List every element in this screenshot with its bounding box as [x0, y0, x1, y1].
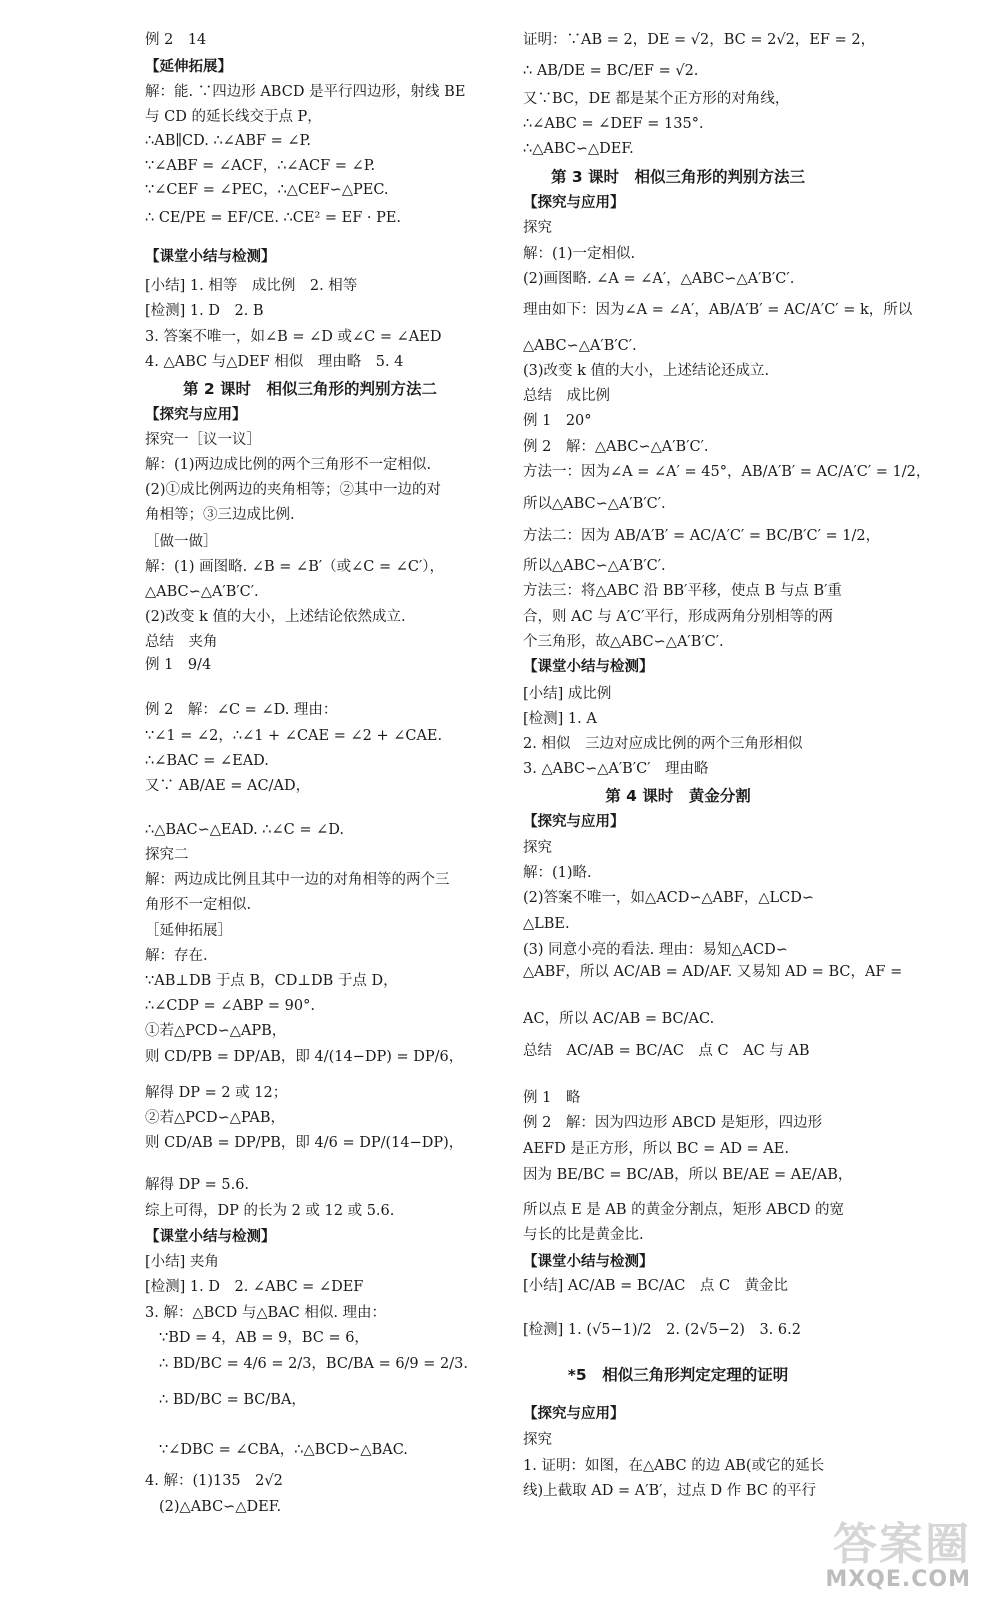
left-text-line: 【课堂小结与检测】 [145, 1228, 276, 1245]
left-text-line: ∴∠BAC = ∠EAD. [145, 753, 269, 769]
right-text-line: 理由如下：因为∠A = ∠A′，AB/A′B′ = AC/A′C′ = k，所以 [523, 302, 913, 318]
watermark-site: MXQE.COM [825, 1567, 971, 1592]
left-text-line: 解：能. ∵四边形 ABCD 是平行四边形，射线 BE [145, 84, 466, 100]
left-text-line: [小结] 夹角 [145, 1254, 219, 1270]
right-text-line: 与长的比是黄金比. [523, 1227, 644, 1243]
left-text-line: 解：两边成比例且其中一边的对角相等的两个三 [145, 872, 450, 888]
left-text-line: ②若△PCD∽△PAB， [145, 1110, 285, 1126]
right-text-line: 【课堂小结与检测】 [523, 658, 654, 675]
right-text-line: ∴ AB/DE = BC/EF = √2. [523, 63, 699, 79]
left-text-line: ∵∠CEF = ∠PEC，∴△CEF∽△PEC. [145, 182, 389, 198]
right-text-line: 解：(1)略. [523, 865, 592, 881]
right-text-line: *5 相似三角形判定定理的证明 [567, 1366, 789, 1384]
left-text-line: ［做一做］ [145, 534, 218, 550]
left-text-line: [检测] 1. D 2. B [145, 303, 264, 319]
left-text-line: 例 2 14 [145, 32, 207, 48]
right-text-line: (3)改变 k 值的大小，上述结论还成立. [523, 363, 770, 379]
left-text-line: ∵∠ABF = ∠ACF，∴∠ACF = ∠P. [145, 158, 376, 174]
left-text-line: 综上可得，DP 的长为 2 或 12 或 5.6. [145, 1203, 395, 1219]
right-text-line: 因为 BE/BC = BC/AB，所以 BE/AE = AE/AB， [523, 1167, 853, 1183]
right-text-line: 第 3 课时 相似三角形的判别方法三 [550, 168, 806, 186]
right-text-line: 总结 成比例 [523, 388, 610, 404]
watermark [825, 1519, 971, 1592]
left-text-line: 4. 解：(1)135 2√2 [145, 1473, 283, 1489]
right-text-line: 第 4 课时 黄金分割 [605, 787, 751, 805]
left-text-line: 则 CD/AB = DP/PB，即 4/6 = DP/(14−DP)， [145, 1135, 464, 1151]
left-text-line: 4. △ABC 与△DEF 相似 理由略 5. 4 [145, 354, 404, 370]
right-text-line: [检测] 1. A [523, 711, 597, 727]
left-text-line: ∴ BD/BC = 4/6 = 2/3，BC/BA = 6/9 = 2/3. [159, 1356, 468, 1372]
left-text-line: 解：存在. [145, 948, 208, 964]
left-text-line: 探究一［议一议］ [145, 432, 261, 448]
right-text-line: 探究 [523, 220, 552, 236]
right-text-line: [小结] 成比例 [523, 686, 612, 702]
right-text-line: 方法三：将△ABC 沿 BB′平移，使点 B 与点 B′重 [523, 583, 842, 599]
right-text-line: (2)画图略. ∠A = ∠A′，△ABC∽△A′B′C′. [523, 271, 795, 287]
left-text-line: 解：(1) 画图略. ∠B = ∠B′（或∠C = ∠C′）， [145, 559, 445, 575]
right-text-line: 个三角形，故△ABC∽△A′B′C′. [523, 634, 724, 650]
left-text-line: 探究二 [145, 847, 189, 863]
right-text-line: 例 2 解：因为四边形 ABCD 是矩形，四边形 [523, 1115, 823, 1131]
left-text-line: [检测] 1. D 2. ∠ABC = ∠DEF [145, 1279, 364, 1295]
left-text-line: ∴∠CDP = ∠ABP = 90°. [145, 998, 315, 1014]
right-text-line: 【探究与应用】 [523, 194, 625, 211]
right-text-line: 所以点 E 是 AB 的黄金分割点，矩形 ABCD 的宽 [523, 1202, 844, 1218]
right-text-line: 探究 [523, 1432, 552, 1448]
right-text-line: [小结] AC/AB = BC/AC 点 C 黄金比 [523, 1278, 789, 1294]
left-text-line: 【探究与应用】 [145, 406, 247, 423]
left-text-line: ∵∠DBC = ∠CBA，∴△BCD∽△BAC. [159, 1442, 408, 1458]
left-text-line: 角形不一定相似. [145, 897, 252, 913]
right-text-line: △ABC∽△A′B′C′. [523, 338, 637, 354]
right-text-line: AEFD 是正方形，所以 BC = AD = AE. [523, 1141, 789, 1157]
left-text-line: 与 CD 的延长线交于点 P， [145, 109, 322, 125]
right-text-line: 线)上截取 AD = A′B′，过点 D 作 BC 的平行 [523, 1483, 817, 1499]
right-text-line: 证明：∵AB = 2，DE = √2，BC = 2√2，EF = 2， [523, 32, 876, 48]
left-text-line: 【延伸拓展】 [145, 58, 232, 75]
left-text-line: ∴ BD/BC = BC/BA， [159, 1392, 306, 1408]
right-text-line: 例 1 20° [523, 413, 592, 429]
right-text-line: 方法一：因为∠A = ∠A′ = 45°，AB/A′B′ = AC/A′C′ = 1/2， [523, 464, 931, 480]
left-text-line: 解：(1)两边成比例的两个三角形不一定相似. [145, 457, 432, 473]
right-text-line: △ABF，所以 AC/AB = AD/AF. 又易知 AD = BC，AF = [523, 964, 903, 980]
watermark-logo: 答案圈 [833, 1519, 971, 1570]
right-text-line: 解：(1)一定相似. [523, 246, 636, 262]
right-text-line: 又∵BC，DE 都是某个正方形的对角线， [523, 91, 790, 107]
left-text-line: 第 2 课时 相似三角形的判别方法二 [182, 380, 438, 398]
left-text-line: 例 1 9/4 [145, 657, 212, 673]
left-text-line: ∴AB∥CD. ∴∠ABF = ∠P. [145, 133, 311, 149]
right-text-line: 合，则 AC 与 A′C′平行，形成两角分别相等的两 [523, 609, 834, 625]
left-text-line: ∴△BAC∽△EAD. ∴∠C = ∠D. [145, 822, 344, 838]
right-text-line: 总结 AC/AB = BC/AC 点 C AC 与 AB [523, 1043, 810, 1059]
left-text-line: 总结 夹角 [145, 634, 218, 650]
left-text-line: 3. 答案不唯一，如∠B = ∠D 或∠C = ∠AED [145, 329, 442, 345]
right-text-line: (2)答案不唯一，如△ACD∽△ABF，△LCD∽ [523, 890, 815, 906]
right-text-line: 探究 [523, 840, 552, 856]
right-text-line: 例 2 解：△ABC∽△A′B′C′. [523, 439, 709, 455]
left-text-line: (2)△ABC∽△DEF. [159, 1499, 282, 1515]
left-text-line: 则 CD/PB = DP/AB，即 4/(14−DP) = DP/6， [145, 1049, 464, 1065]
right-text-line: 3. △ABC∽△A′B′C′ 理由略 [523, 761, 709, 777]
left-text-line: ［延伸拓展］ [145, 923, 232, 939]
left-text-line: (2)①成比例两边的夹角相等；②其中一边的对 [145, 482, 442, 498]
left-text-line: (2)改变 k 值的大小，上述结论依然成立. [145, 609, 406, 625]
left-text-line: △ABC∽△A′B′C′. [145, 584, 259, 600]
left-text-line: 解得 DP = 5.6. [145, 1177, 250, 1193]
left-text-line: ∵∠1 = ∠2，∴∠1 + ∠CAE = ∠2 + ∠CAE. [145, 728, 443, 744]
left-text-line: 解得 DP = 2 或 12； [145, 1085, 288, 1101]
right-text-line: 例 1 略 [523, 1090, 581, 1106]
left-text-line: 3. 解：△BCD 与△BAC 相似. 理由： [145, 1305, 387, 1321]
left-text-line: ∵AB⊥DB 于点 B，CD⊥DB 于点 D， [145, 973, 398, 989]
right-text-line: (3) 同意小亮的看法. 理由：易知△ACD∽ [523, 942, 788, 958]
right-text-line: ∴∠ABC = ∠DEF = 135°. [523, 116, 704, 132]
right-text-line: [检测] 1. (√5−1)/2 2. (2√5−2) 3. 6.2 [523, 1322, 801, 1338]
left-text-line: [小结] 1. 相等 成比例 2. 相等 [145, 278, 358, 294]
right-text-line: 所以△ABC∽△A′B′C′. [523, 558, 666, 574]
left-text-line: 【课堂小结与检测】 [145, 248, 276, 265]
left-text-line: ∴ CE/PE = EF/CE. ∴CE² = EF · PE. [145, 210, 402, 226]
right-text-line: ∴△ABC∽△DEF. [523, 141, 634, 157]
left-text-line: ①若△PCD∽△APB， [145, 1023, 287, 1039]
left-text-line: ∵BD = 4，AB = 9，BC = 6， [159, 1330, 369, 1346]
right-text-line: △LBE. [523, 916, 570, 932]
right-text-line: 【课堂小结与检测】 [523, 1253, 654, 1270]
right-text-line: 1. 证明：如图，在△ABC 的边 AB(或它的延长 [523, 1458, 825, 1474]
right-text-line: 【探究与应用】 [523, 1405, 625, 1422]
right-text-line: 方法二：因为 AB/A′B′ = AC/A′C′ = BC/B′C′ = 1/2， [523, 528, 881, 544]
right-text-line: 所以△ABC∽△A′B′C′. [523, 496, 666, 512]
left-text-line: 又∵ AB/AE = AC/AD， [145, 778, 311, 794]
right-text-line: 2. 相似 三边对应成比例的两个三角形相似 [523, 736, 803, 752]
right-text-line: AC，所以 AC/AB = BC/AC. [523, 1011, 715, 1027]
left-text-line: 角相等；③三边成比例. [145, 507, 295, 523]
right-text-line: 【探究与应用】 [523, 813, 625, 830]
left-text-line: 例 2 解：∠C = ∠D. 理由： [145, 702, 338, 718]
